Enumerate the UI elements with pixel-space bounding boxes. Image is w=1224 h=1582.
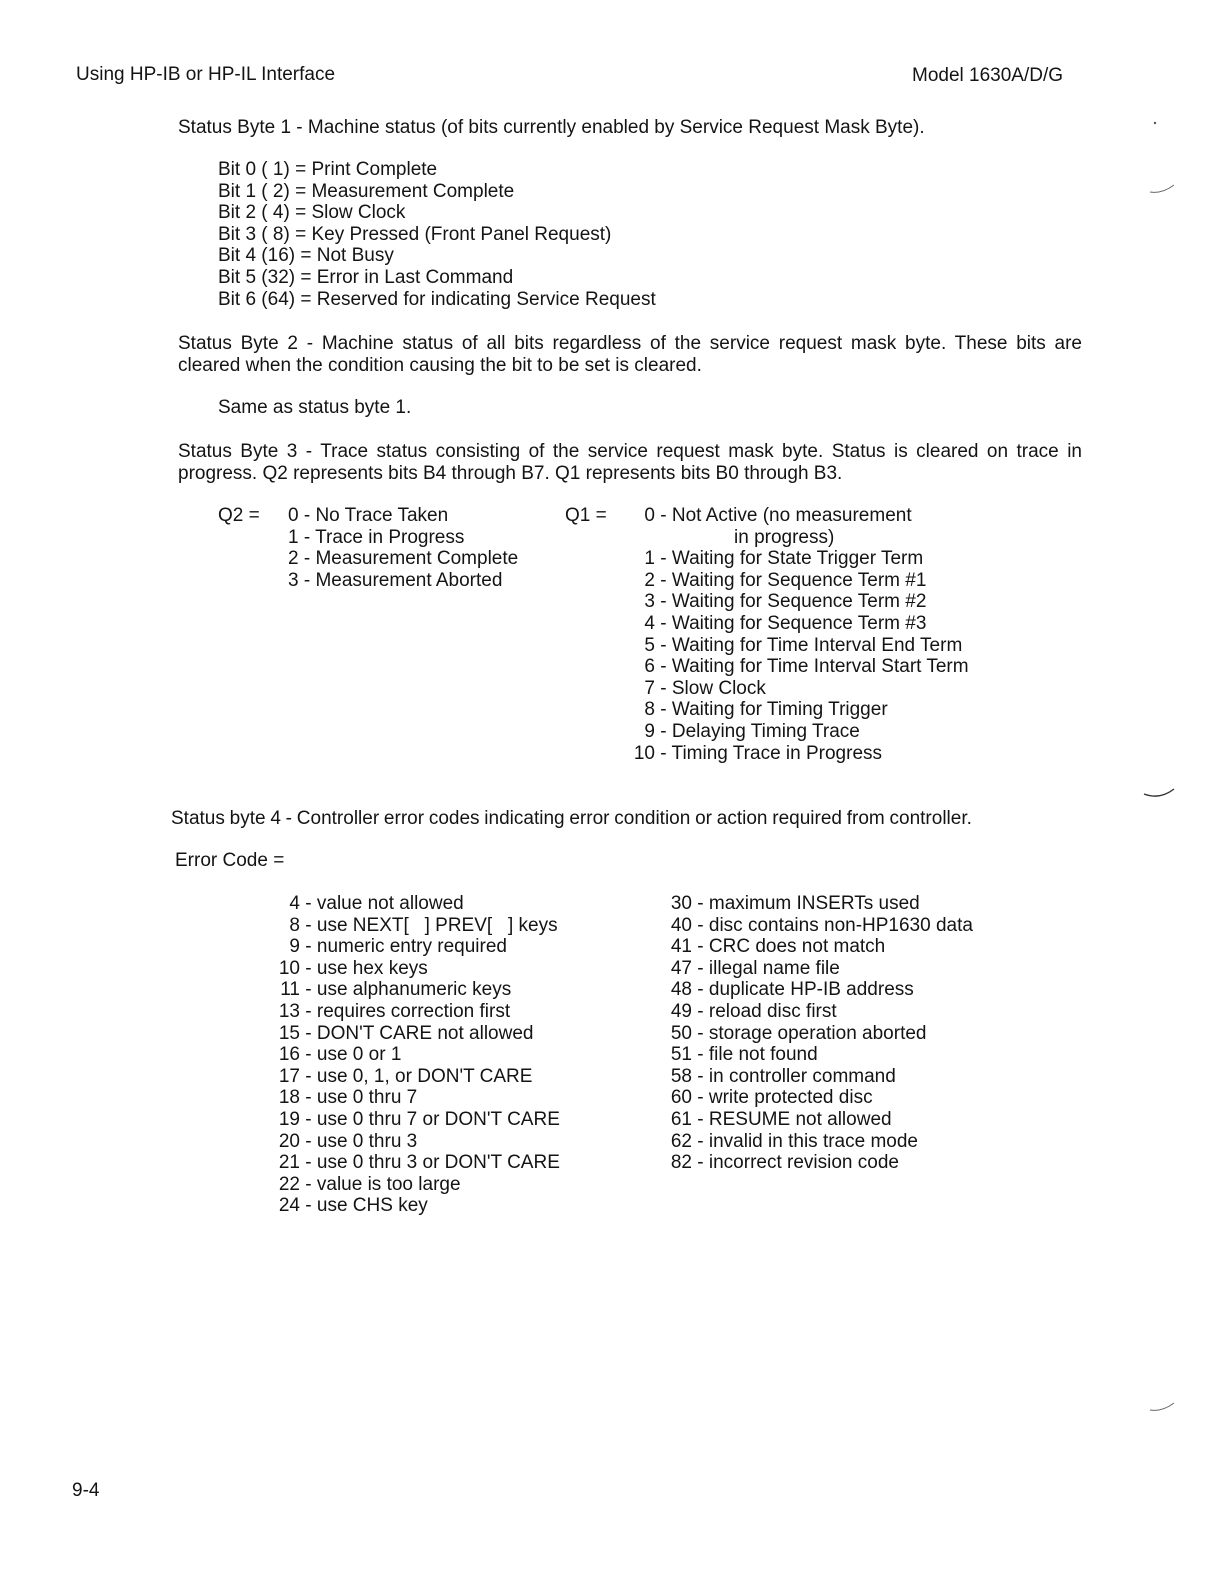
error-code-item [270, 979, 560, 1001]
error-codes-left [270, 893, 560, 1217]
q1-item [630, 656, 969, 678]
error-code-num: 4 [289, 893, 300, 914]
error-code-text: - maximum INSERTs used [697, 893, 920, 914]
error-code-num: 60 [670, 1087, 692, 1109]
error-code-num: 41 [670, 936, 692, 958]
error-code-text: - write protected disc [697, 1087, 873, 1109]
error-code-item [270, 1195, 560, 1217]
q2-item: 3 - Measurement Aborted [288, 569, 503, 591]
error-code-text: - use CHS key [305, 1195, 428, 1217]
error-code-num: 82 [670, 1152, 692, 1174]
scan-dot-decoration [1152, 120, 1158, 126]
error-code-item [670, 893, 973, 915]
error-code-num: 21 [278, 1152, 300, 1174]
error-code-num: 24 [278, 1195, 300, 1217]
q2-item: 1 - Trace in Progress [288, 526, 465, 548]
error-code-num: 49 [670, 1000, 692, 1022]
error-codes-right [670, 893, 973, 1174]
q1-num: 10 [633, 742, 655, 764]
header-title: Using HP-IB or HP-IL Interface [76, 64, 336, 85]
q1-num: 8 [644, 699, 655, 721]
status-byte-1-heading: Status Byte 1 - Machine status (of bits currently enabled by Service Request Mask Byte). [178, 117, 925, 138]
error-code-num: 40 [670, 914, 692, 936]
error-code-item [670, 958, 973, 980]
error-code-item [670, 936, 973, 958]
q1-item [630, 505, 969, 527]
q1-num: 5 [644, 634, 655, 656]
page-number: 9-4 [72, 1480, 100, 1501]
status-byte-2-same-as: Same as status byte 1. [218, 397, 412, 418]
scan-mark-decoration [1142, 786, 1178, 802]
error-code-num: 15 [278, 1022, 300, 1044]
error-code-num: 11 [280, 979, 300, 1001]
error-code-num: 9 [289, 936, 300, 958]
error-code-text: - storage operation aborted [697, 1022, 927, 1044]
error-code-text: - file not found [697, 1044, 818, 1066]
error-code-num: 22 [278, 1173, 300, 1195]
q1-item [630, 635, 969, 657]
q1-text: in progress) [734, 526, 835, 548]
bit-item: Bit 4 (16) = Not Busy [218, 245, 394, 267]
error-code-item [670, 1044, 973, 1066]
q1-num: 2 [644, 569, 655, 591]
q1-item [630, 721, 969, 743]
error-code-label: Error Code = [175, 850, 285, 871]
q1-num: 0 [644, 505, 655, 526]
status-byte-3-text: Status Byte 3 - Trace status consisting of the service request mask byte. Status is cleared on trace in progress. Q2 represents bits B4 through B7. Q1 represents bits B0 through B3. [178, 441, 1082, 484]
scan-mark-decoration [1148, 182, 1178, 196]
error-code-text: - numeric entry required [305, 936, 507, 958]
error-code-num: 20 [278, 1130, 300, 1152]
q1-text: - Delaying Timing Trace [660, 720, 860, 742]
q2-list [288, 505, 518, 591]
header-model: Model 1630A/D/G [912, 65, 1064, 86]
error-code-text: - use 0 thru 7 [305, 1087, 418, 1109]
error-code-num: 62 [670, 1130, 692, 1152]
q1-num: 4 [644, 612, 655, 634]
q2-item: 0 - No Trace Taken [288, 505, 449, 526]
bit-item: Bit 3 ( 8) = Key Pressed (Front Panel Request) [218, 223, 612, 245]
q1-num: 6 [644, 656, 655, 678]
error-code-item [270, 1152, 560, 1174]
bit-item: Bit 6 (64) = Reserved for indicating Service Request [218, 288, 656, 310]
error-code-item [670, 1152, 973, 1174]
q1-text: - Waiting for Sequence Term #2 [660, 591, 927, 613]
error-code-item [270, 893, 560, 915]
bit-item: Bit 0 ( 1) = Print Complete [218, 159, 438, 180]
error-code-item [670, 979, 973, 1001]
error-code-text: - use 0 or 1 [305, 1044, 402, 1066]
status-byte-4-text: Status byte 4 - Controller error codes indicating error condition or action required from controller. [171, 808, 972, 829]
error-code-num: 13 [278, 1000, 300, 1022]
q1-num: 3 [644, 591, 655, 613]
error-code-text: - use hex keys [305, 957, 428, 979]
error-code-text: - requires correction first [305, 1000, 511, 1022]
error-code-text: - incorrect revision code [697, 1152, 899, 1174]
error-code-item [270, 1131, 560, 1153]
error-code-text: - RESUME not allowed [697, 1108, 892, 1130]
error-code-item [270, 1066, 560, 1088]
error-code-item [670, 1066, 973, 1088]
q1-item [630, 699, 969, 721]
q1-text: - Waiting for Time Interval Start Term [660, 656, 969, 678]
q1-item [630, 570, 969, 592]
error-code-item [670, 1023, 973, 1045]
q2-label: Q2 = [218, 505, 260, 526]
error-code-text: - illegal name file [697, 957, 840, 979]
error-code-num: 48 [670, 979, 692, 1001]
error-code-item [270, 1023, 560, 1045]
error-code-text: - value is too large [305, 1173, 461, 1195]
q1-text: - Timing Trace in Progress [660, 742, 883, 764]
q1-text: - Waiting for Time Interval End Term [660, 634, 963, 656]
error-code-num: 51 [670, 1044, 692, 1066]
q1-text: - Slow Clock [660, 677, 766, 699]
q1-text: - Waiting for Sequence Term #1 [660, 569, 927, 591]
bit-item: Bit 2 ( 4) = Slow Clock [218, 202, 406, 224]
q1-text: - Waiting for Sequence Term #3 [660, 612, 927, 634]
q1-item [630, 591, 969, 613]
error-code-text: - CRC does not match [697, 936, 886, 958]
q1-item [630, 678, 969, 700]
status-byte-1-bits [218, 159, 656, 310]
error-code-num: 58 [670, 1065, 692, 1087]
error-code-text: - in controller command [697, 1065, 896, 1087]
error-code-item [270, 1174, 560, 1196]
error-code-text: - invalid in this trace mode [697, 1130, 918, 1152]
error-code-text: - disc contains non-HP1630 data [697, 914, 973, 936]
bit-item: Bit 5 (32) = Error in Last Command [218, 266, 514, 288]
error-code-num: 16 [278, 1044, 300, 1066]
q1-item [630, 613, 969, 635]
q1-list [630, 505, 969, 764]
error-code-text: - use NEXT[ ] PREV[ ] keys [305, 914, 558, 936]
error-code-item [670, 1109, 973, 1131]
error-code-text: - use 0, 1, or DON'T CARE [305, 1065, 533, 1087]
error-code-num: 10 [278, 957, 300, 979]
error-code-num: 19 [278, 1108, 300, 1130]
q1-text: - Not Active (no measurement [660, 505, 912, 526]
q1-num: 9 [644, 720, 655, 742]
error-code-text: - reload disc first [697, 1000, 837, 1022]
error-code-text: - use alphanumeric keys [305, 979, 512, 1001]
error-code-item [670, 1087, 973, 1109]
error-code-text: - value not allowed [305, 893, 464, 914]
error-code-item [270, 1044, 560, 1066]
q1-num: 7 [644, 677, 655, 699]
error-code-num: 61 [670, 1108, 692, 1130]
error-code-item [270, 1001, 560, 1023]
scan-mark-decoration [1148, 1400, 1178, 1414]
q1-item [630, 548, 969, 570]
error-code-item [670, 1001, 973, 1023]
q1-text: - Waiting for Timing Trigger [660, 699, 888, 721]
error-code-item [270, 915, 560, 937]
error-code-text: - use 0 thru 7 or DON'T CARE [305, 1108, 560, 1130]
error-code-num: 50 [670, 1022, 692, 1044]
error-code-item [270, 1109, 560, 1131]
error-code-text: - DON'T CARE not allowed [305, 1022, 534, 1044]
q1-item [630, 743, 969, 765]
bit-item: Bit 1 ( 2) = Measurement Complete [218, 180, 515, 202]
error-code-item [270, 936, 560, 958]
error-code-item [670, 1131, 973, 1153]
q2-item: 2 - Measurement Complete [288, 548, 519, 570]
error-code-item [270, 958, 560, 980]
error-code-item [670, 915, 973, 937]
error-code-num: 47 [670, 957, 692, 979]
error-code-text: - use 0 thru 3 or DON'T CARE [305, 1152, 560, 1174]
error-code-num: 8 [289, 914, 300, 936]
error-code-num: 17 [278, 1065, 300, 1087]
error-code-text: - duplicate HP-IB address [697, 979, 914, 1001]
error-code-text: - use 0 thru 3 [305, 1130, 418, 1152]
status-byte-2-text: Status Byte 2 - Machine status of all bits regardless of the service request mask byte. These bits are cleared when the condition causing the bit to be set is cleared. [178, 333, 1082, 376]
q1-item [630, 527, 969, 549]
error-code-num: 18 [278, 1087, 300, 1109]
q1-num: 1 [644, 548, 655, 570]
error-code-item [270, 1087, 560, 1109]
error-code-num: 30 [670, 893, 692, 914]
q1-text: - Waiting for State Trigger Term [660, 548, 924, 570]
q1-label: Q1 = [565, 505, 607, 526]
